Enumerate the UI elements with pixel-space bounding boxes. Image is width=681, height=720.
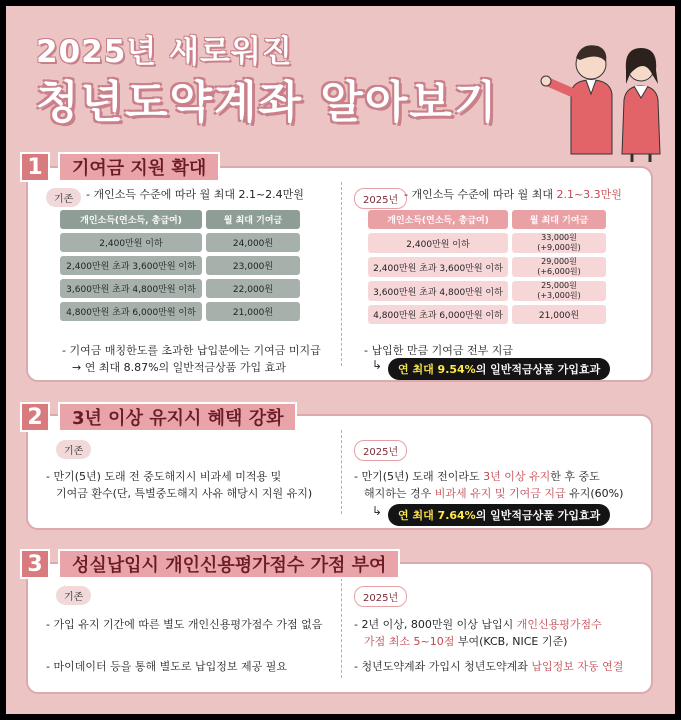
old-text-line-1: - 가입 유지 기간에 따른 별도 개인신용평가점수 가점 없음 bbox=[46, 618, 323, 631]
highlight: 비과세 유지 및 기여금 지급 bbox=[434, 487, 566, 500]
section-title: 기여금 지원 확대 bbox=[58, 152, 220, 182]
text: - 만기(5년) 도래 전이라도 bbox=[354, 470, 484, 483]
new-note: - 납입한 만큼 기여금 전부 지급 bbox=[364, 344, 513, 357]
characters-illustration bbox=[536, 34, 675, 164]
section-number: 1 bbox=[20, 152, 50, 182]
highlight: 납입정보 자동 연결 bbox=[531, 660, 624, 673]
increase: (+3,000원) bbox=[537, 291, 581, 300]
tag-old: 기존 bbox=[56, 440, 91, 459]
highlight: 3년 이상 유지 bbox=[483, 470, 551, 483]
table-row bbox=[60, 233, 300, 252]
man-figure bbox=[541, 45, 612, 154]
tag-2025: 2025년 bbox=[354, 188, 407, 209]
old-text-line-1: - 만기(5년) 도래 전 중도해지시 비과세 미적용 및 bbox=[46, 470, 282, 483]
infographic bbox=[6, 6, 675, 714]
new-summary-highlight: 2.1~3.3만원 bbox=[556, 188, 622, 201]
benefit-pill bbox=[388, 504, 610, 526]
table-header-row bbox=[368, 210, 606, 229]
contribution-cell: 23,000원 bbox=[206, 256, 300, 275]
text: 해지하는 경우 bbox=[364, 487, 435, 500]
woman-figure bbox=[622, 48, 660, 162]
contribution-cell: 21,000원 bbox=[512, 305, 606, 324]
new-text-line-3 bbox=[354, 658, 623, 675]
section-divider bbox=[341, 430, 342, 514]
title-year: 2025년 새로워진 bbox=[36, 34, 293, 70]
new-contribution-table bbox=[364, 206, 610, 328]
text: - 2년 이상, 800만원 이상 납입시 bbox=[354, 618, 517, 631]
old-summary: - 개인소득 수준에 따라 월 최대 2.1~2.4만원 bbox=[86, 188, 304, 201]
amount: 25,000원 bbox=[541, 281, 577, 290]
column-header-income: 개인소득(연소득, 총급여) bbox=[60, 210, 202, 229]
tag-2025: 2025년 bbox=[354, 440, 407, 461]
new-text-line-1 bbox=[354, 468, 600, 485]
benefit-pill bbox=[388, 358, 610, 380]
contribution-cell bbox=[512, 233, 606, 253]
arrow-icon: ↳ bbox=[372, 504, 383, 518]
column-header-contribution: 월 최대 기여금 bbox=[512, 210, 606, 229]
table-header-row bbox=[60, 210, 300, 229]
income-cell: 2,400만원 이하 bbox=[368, 233, 508, 253]
arrow-icon: ↳ bbox=[372, 358, 383, 372]
text: 부여(KCB, NICE 기준) bbox=[454, 635, 568, 648]
text: 한 후 중도 bbox=[550, 470, 600, 483]
section-title: 3년 이상 유지시 혜택 강화 bbox=[58, 402, 297, 432]
benefit-text: 의 일반적금상품 가입효과 bbox=[475, 363, 601, 376]
text: 유지(60%) bbox=[565, 487, 624, 500]
section-number: 3 bbox=[20, 549, 50, 579]
amount: 33,000원 bbox=[541, 233, 577, 242]
benefit-rate: 연 최대 7.64% bbox=[398, 509, 476, 522]
page-title: 청년도약계좌 알아보기 bbox=[36, 77, 499, 128]
highlight: 가점 최소 5~10점 bbox=[364, 635, 455, 648]
new-summary bbox=[404, 186, 622, 203]
table-row bbox=[368, 305, 606, 324]
income-cell: 2,400만원 이하 bbox=[60, 233, 202, 252]
section-number: 2 bbox=[20, 402, 50, 432]
section-3-card bbox=[26, 562, 653, 694]
old-contribution-table bbox=[56, 206, 304, 325]
income-cell: 2,400만원 초과 3,600만원 이하 bbox=[60, 256, 202, 275]
income-cell: 2,400만원 초과 3,600만원 이하 bbox=[368, 257, 508, 277]
table-row bbox=[60, 302, 300, 321]
section-divider bbox=[341, 578, 342, 678]
highlight: 개인신용평가점수 bbox=[516, 618, 602, 631]
contribution-cell: 21,000원 bbox=[206, 302, 300, 321]
table-row bbox=[60, 256, 300, 275]
increase: (+6,000원) bbox=[537, 267, 581, 276]
tag-old: 기존 bbox=[46, 188, 81, 207]
section-3-header bbox=[20, 549, 400, 579]
contribution-cell bbox=[512, 281, 606, 301]
benefit-rate: 연 최대 9.54% bbox=[398, 363, 476, 376]
column-header-income: 개인소득(연소득, 총급여) bbox=[368, 210, 508, 229]
column-header-contribution: 월 최대 기여금 bbox=[206, 210, 300, 229]
section-2-header bbox=[20, 402, 297, 432]
income-cell: 3,600만원 초과 4,800만원 이하 bbox=[60, 279, 202, 298]
tag-2025: 2025년 bbox=[354, 586, 407, 607]
new-summary-text: - 개인소득 수준에 따라 월 최대 bbox=[404, 188, 557, 201]
income-cell: 3,600만원 초과 4,800만원 이하 bbox=[368, 281, 508, 301]
section-1-header bbox=[20, 152, 220, 182]
amount: 29,000원 bbox=[541, 257, 577, 266]
contribution-cell bbox=[512, 257, 606, 277]
tag-old: 기존 bbox=[56, 586, 91, 605]
section-title: 성실납입시 개인신용평가점수 가점 부여 bbox=[58, 549, 400, 579]
text: - 청년도약계좌 가입시 청년도약계좌 bbox=[354, 660, 532, 673]
table-row bbox=[60, 279, 300, 298]
income-cell: 4,800만원 초과 6,000만원 이하 bbox=[60, 302, 202, 321]
new-text-line-1 bbox=[354, 616, 602, 633]
new-text-line-2 bbox=[364, 485, 623, 502]
old-text-line-2: 기여금 환수(단, 특별중도해지 사유 해당시 지원 유지) bbox=[56, 487, 313, 500]
old-note-2: → 연 최대 8.87%의 일반적금상품 가입 효과 bbox=[72, 361, 286, 374]
table-row bbox=[368, 281, 606, 301]
old-note-1: - 기여금 매칭한도를 초과한 납입분에는 기여금 미지급 bbox=[62, 344, 321, 357]
old-text-line-2: - 마이데이터 등을 통해 별도로 납입정보 제공 필요 bbox=[46, 660, 287, 673]
section-divider bbox=[341, 182, 342, 366]
table-row bbox=[368, 233, 606, 253]
income-cell: 4,800만원 초과 6,000만원 이하 bbox=[368, 305, 508, 324]
section-1-card bbox=[26, 166, 653, 382]
contribution-cell: 24,000원 bbox=[206, 233, 300, 252]
increase: (+9,000원) bbox=[537, 243, 581, 252]
benefit-text: 의 일반적금상품 가입효과 bbox=[475, 509, 601, 522]
table-row bbox=[368, 257, 606, 277]
contribution-cell: 22,000원 bbox=[206, 279, 300, 298]
new-text-line-2 bbox=[364, 633, 567, 650]
